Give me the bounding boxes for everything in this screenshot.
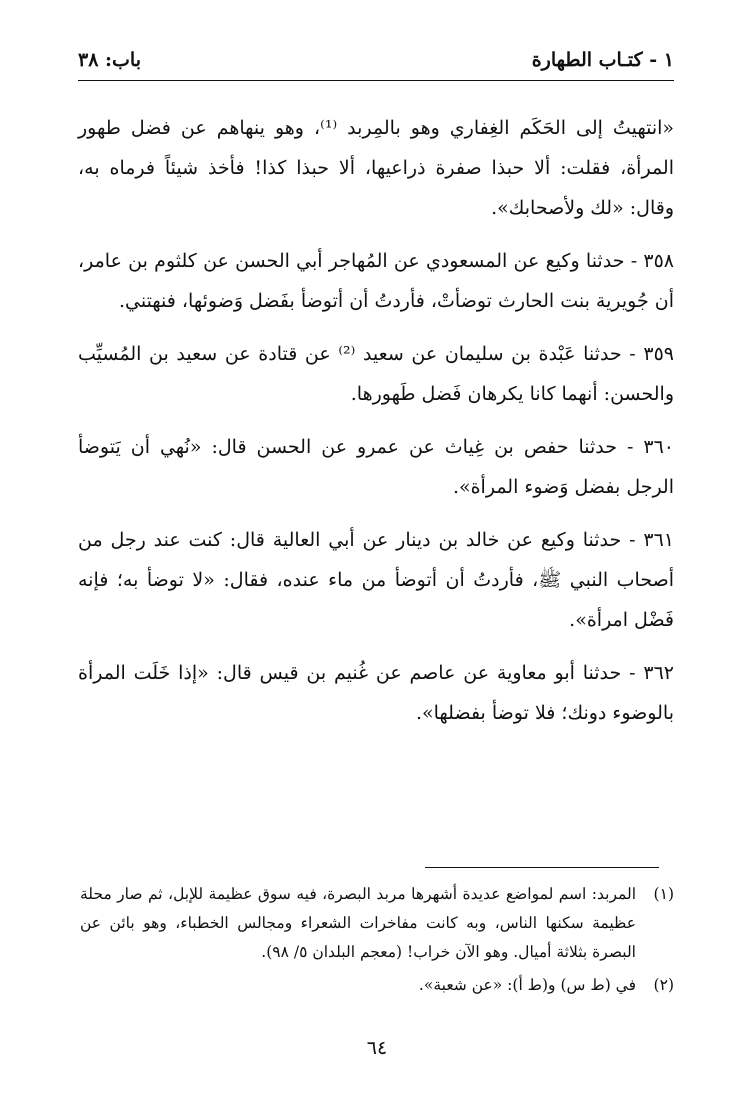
hadith-362: ٣٦٢ - حدثنا أبو معاوية عن عاصم عن غُنيم بن قيس قال: «إذا خَلَت المرأة بالوضوء دونك؛ فلا توضأ بفضلها». — [78, 662, 674, 724]
hadith-359: ٣٥٩ - حدثنا عَبْدة بن سليمان عن سعيد ⁽²⁾ عن قتادة عن سعيد بن المُسيِّب والحسن: أنهما كانا يكرهان فَضل طَهورها. — [78, 343, 674, 405]
footnote-divider — [425, 867, 659, 868]
hadith-361: ٣٦١ - حدثنا وكيع عن خالد بن دينار عن أبي العالية قال: كنت عند رجل من أصحاب النبي ﷺ، فأردتُ أن أتوضأ من ماء عنده، فقال: «لا توضأ به؛ فإنه فَضْل امرأة». — [78, 529, 674, 631]
footnotes — [80, 880, 674, 1004]
hadith-358: ٣٥٨ - حدثنا وكيع عن المسعودي عن المُهاجر أبي الحسن عن كلثوم بن عامر، أن جُويرية بنت الحارث توضأتْ، فأردتُ أن أتوضأ بفَضل وَضوئها، فنهتني. — [78, 250, 674, 312]
footnote-text: في (ط س) و(ط أ): «عن شعبة». — [418, 976, 636, 994]
main-text — [78, 108, 674, 746]
footnote-number: (٢) — [653, 976, 674, 994]
running-header — [78, 44, 674, 76]
header-divider — [78, 80, 674, 81]
footnote-number: (١) — [653, 885, 674, 903]
book-title: ١ - كتـاب الطهارة — [531, 49, 674, 71]
paragraph-continuation: «انتهيتُ إلى الحَكَم الغِفاري وهو بالمِربد ⁽¹⁾، وهو ينهاهم عن فضل طهور المرأة، فقلت: ألا حبذا صفرة ذراعيها، ألا حبذا كذا! فأخذ شيئاً فرماه به، وقال: «لك ولأصحابك». — [78, 117, 675, 219]
footnote-text: المربد: اسم لمواضع عديدة أشهرها مربد البصرة، فيه سوق عظيمة للإبل، ثم صار محلة عظيمة سكنها الناس، وبه كانت مفاخرات الشعراء ومجالس الخطباء، وهو بائن عن البصرة بثلاثة أميال. وهو الآن خراب! (معجم البلدان ٥/ ٩٨). — [80, 885, 636, 961]
page-number: ٦٤ — [366, 1037, 388, 1059]
footnote-2 — [80, 971, 674, 1000]
chapter-label: باب: ٣٨ — [78, 49, 142, 71]
footnote-1 — [80, 880, 674, 967]
hadith-360: ٣٦٠ - حدثنا حفص بن غِياث عن عمرو عن الحسن قال: «نُهي أن يَتوضأ الرجل بفضل وَضوء المرأة». — [78, 436, 674, 498]
